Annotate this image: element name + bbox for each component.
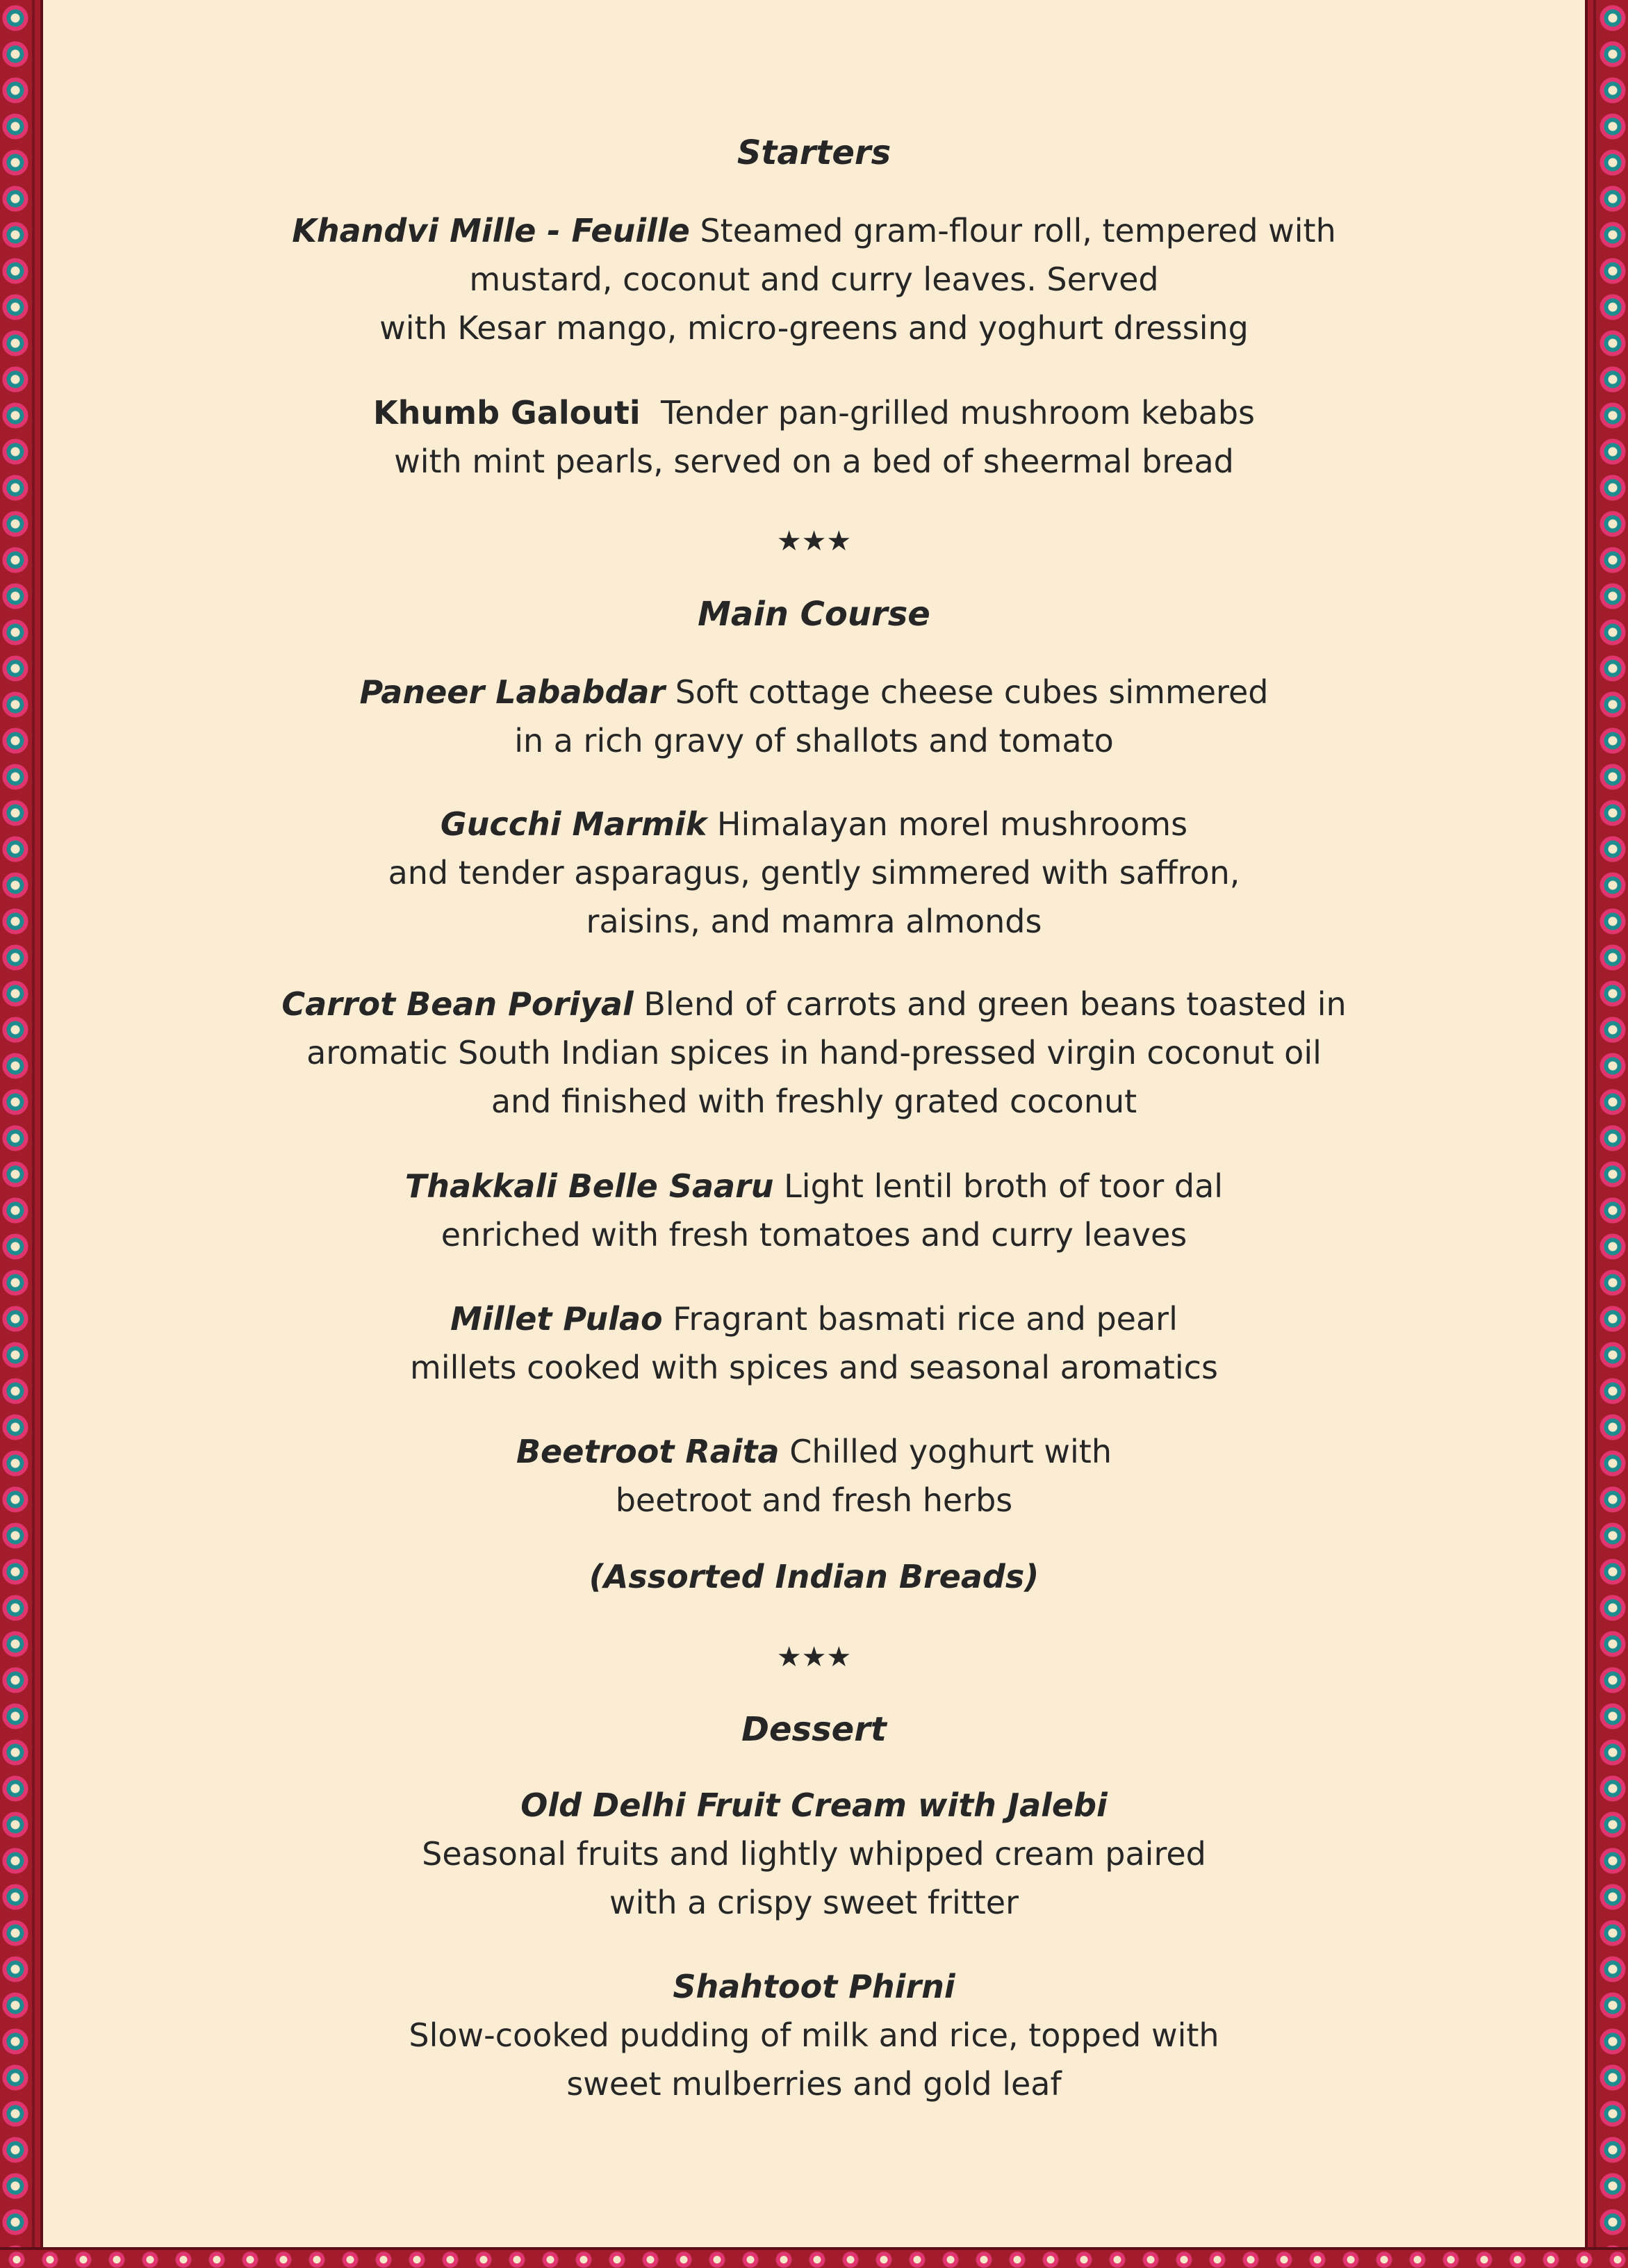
item-description: mustard, coconut and curry leaves. Served	[469, 261, 1159, 298]
item-description: Light lentil broth of toor dal	[784, 1167, 1224, 1205]
item-description: sweet mulberries and gold leaf	[566, 2065, 1062, 2103]
item-description: enriched with fresh tomatoes and curry leaves	[441, 1216, 1187, 1254]
dessert-heading: Dessert	[741, 1710, 887, 1749]
decorative-border-right	[1585, 0, 1628, 2268]
item-description: aromatic South Indian spices in hand-pressed virgin coconut oil	[306, 1034, 1322, 1071]
menu-item-khumb-galouti	[43, 388, 1585, 486]
item-description: Chilled yoghurt with	[789, 1433, 1112, 1470]
menu-item-carrot-bean-poriyal	[43, 980, 1585, 1126]
menu-item-thakkali-belle-saaru	[43, 1162, 1585, 1259]
menu-item-beetroot-raita	[43, 1427, 1585, 1525]
section-separator: ★★★	[776, 525, 852, 557]
item-description: raisins, and mamra almonds	[586, 903, 1042, 940]
item-name: Beetroot Raita	[516, 1433, 780, 1470]
item-name: Old Delhi Fruit Cream with Jalebi	[520, 1786, 1108, 1824]
decorative-border-bottom	[0, 2247, 1628, 2268]
item-name: Shahtoot Phirni	[673, 1968, 955, 2005]
menu-item-millet-pulao	[43, 1295, 1585, 1392]
item-description: with a crispy sweet fritter	[609, 1884, 1019, 1921]
item-description: Steamed gram-flour roll, tempered with	[700, 212, 1336, 249]
menu-item-gucchi-marmik	[43, 800, 1585, 946]
item-description: Tender pan-grilled mushroom kebabs	[660, 394, 1255, 432]
item-description: Seasonal fruits and lightly whipped cream paired	[422, 1835, 1206, 1873]
item-description: beetroot and fresh herbs	[615, 1481, 1013, 1519]
item-description: Soft cottage cheese cubes simmered	[675, 673, 1269, 711]
item-name: Paneer Lababdar	[359, 673, 666, 711]
item-description: Fragrant basmati rice and pearl	[673, 1300, 1178, 1338]
item-description: and tender asparagus, gently simmered with saffron,	[388, 854, 1240, 891]
item-name: Carrot Bean Poriyal	[281, 985, 634, 1023]
item-description: in a rich gravy of shallots and tomato	[514, 722, 1114, 759]
item-description: and finished with freshly grated coconut	[491, 1083, 1137, 1120]
item-description: Slow-cooked pudding of milk and rice, topped with	[409, 2016, 1219, 2054]
decorative-border-left	[0, 0, 43, 2268]
item-name: Khandvi Mille - Feuille	[292, 212, 690, 249]
item-description: Himalayan morel mushrooms	[716, 805, 1188, 843]
breads-note: (Assorted Indian Breads)	[589, 1558, 1039, 1595]
item-name: Gucchi Marmik	[440, 805, 707, 843]
menu-item-paneer-lababdar	[43, 668, 1585, 765]
item-description: Blend of carrots and green beans toasted in	[643, 985, 1347, 1023]
item-description: with Kesar mango, micro-greens and yoghurt dressing	[379, 309, 1249, 347]
item-name: Thakkali Belle Saaru	[404, 1167, 774, 1205]
item-name: Khumb Galouti	[373, 394, 641, 432]
starters-heading: Starters	[737, 133, 891, 172]
item-name: Millet Pulao	[450, 1300, 663, 1338]
menu-card	[43, 0, 1585, 2247]
item-description: millets cooked with spices and seasonal aromatics	[410, 1349, 1218, 1386]
menu-item-shahtoot-phirni	[43, 1962, 1585, 2108]
section-separator: ★★★	[776, 1641, 852, 1673]
menu-item-old-delhi-fruit-cream	[43, 1781, 1585, 1927]
main-course-heading: Main Course	[698, 595, 930, 634]
item-description: with mint pearls, served on a bed of sheermal bread	[394, 443, 1234, 480]
menu-item-khandvi	[43, 206, 1585, 352]
